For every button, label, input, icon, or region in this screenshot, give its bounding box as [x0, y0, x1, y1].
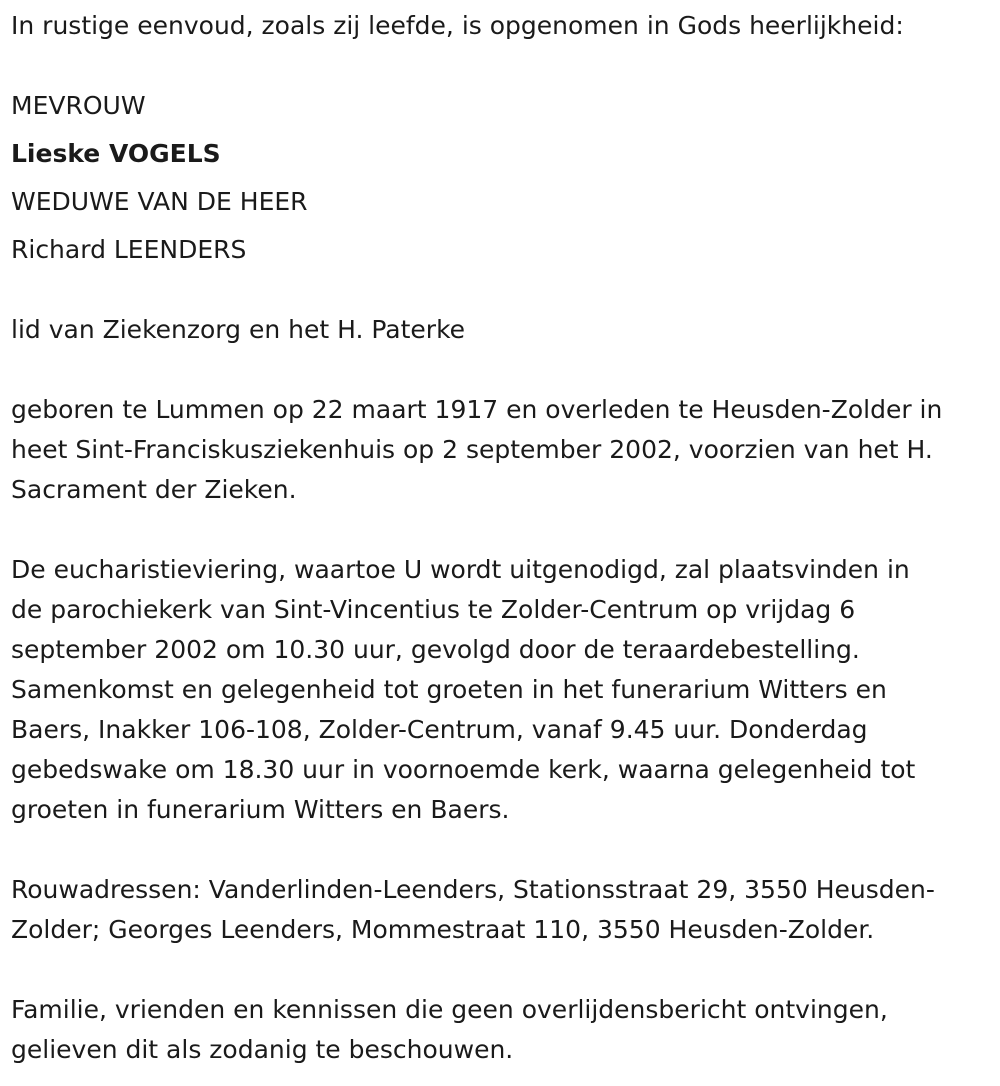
birth-death-line: geboren te Lummen op 22 maart 1917 en overleden te Heusden-Zolder in	[11, 395, 943, 424]
deceased-name: Lieske VOGELS	[11, 139, 221, 168]
deceased-relation: WEDUWE VAN DE HEER	[11, 187, 308, 216]
ceremony-line: gebedswake om 18.30 uur in voornoemde kerk, waarna gelegenheid tot	[11, 755, 916, 784]
spouse-name: Richard LEENDERS	[11, 235, 247, 264]
address-line: Zolder; Georges Leenders, Mommestraat 110, 3550 Heusden-Zolder.	[11, 915, 875, 944]
ceremony-line: Samenkomst en gelegenheid tot groeten in het funerarium Witters en	[11, 675, 887, 704]
address-line: Rouwadressen: Vanderlinden-Leenders, Stationsstraat 29, 3550 Heusden-	[11, 875, 935, 904]
intro-text: In rustige eenvoud, zoals zij leefde, is opgenomen in Gods heerlijkheid:	[11, 11, 904, 40]
closing-line: Familie, vrienden en kennissen die geen overlijdensbericht ontvingen,	[11, 995, 888, 1024]
deceased-title: MEVROUW	[11, 91, 146, 120]
ceremony-line: september 2002 om 10.30 uur, gevolgd door de teraardebestelling.	[11, 635, 860, 664]
membership-text: lid van Ziekenzorg en het H. Paterke	[11, 315, 466, 344]
ceremony-line: groeten in funerarium Witters en Baers.	[11, 795, 510, 824]
ceremony-line: De eucharistieviering, waartoe U wordt uitgenodigd, zal plaatsvinden in	[11, 555, 910, 584]
ceremony-line: Baers, Inakker 106-108, Zolder-Centrum, vanaf 9.45 uur. Donderdag	[11, 715, 868, 744]
birth-death-line: heet Sint-Franciskusziekenhuis op 2 september 2002, voorzien van het H.	[11, 435, 933, 464]
birth-death-line: Sacrament der Zieken.	[11, 475, 297, 504]
closing-line: gelieven dit als zodanig te beschouwen.	[11, 1035, 514, 1064]
ceremony-line: de parochiekerk van Sint-Vincentius te Zolder-Centrum op vrijdag 6	[11, 595, 856, 624]
